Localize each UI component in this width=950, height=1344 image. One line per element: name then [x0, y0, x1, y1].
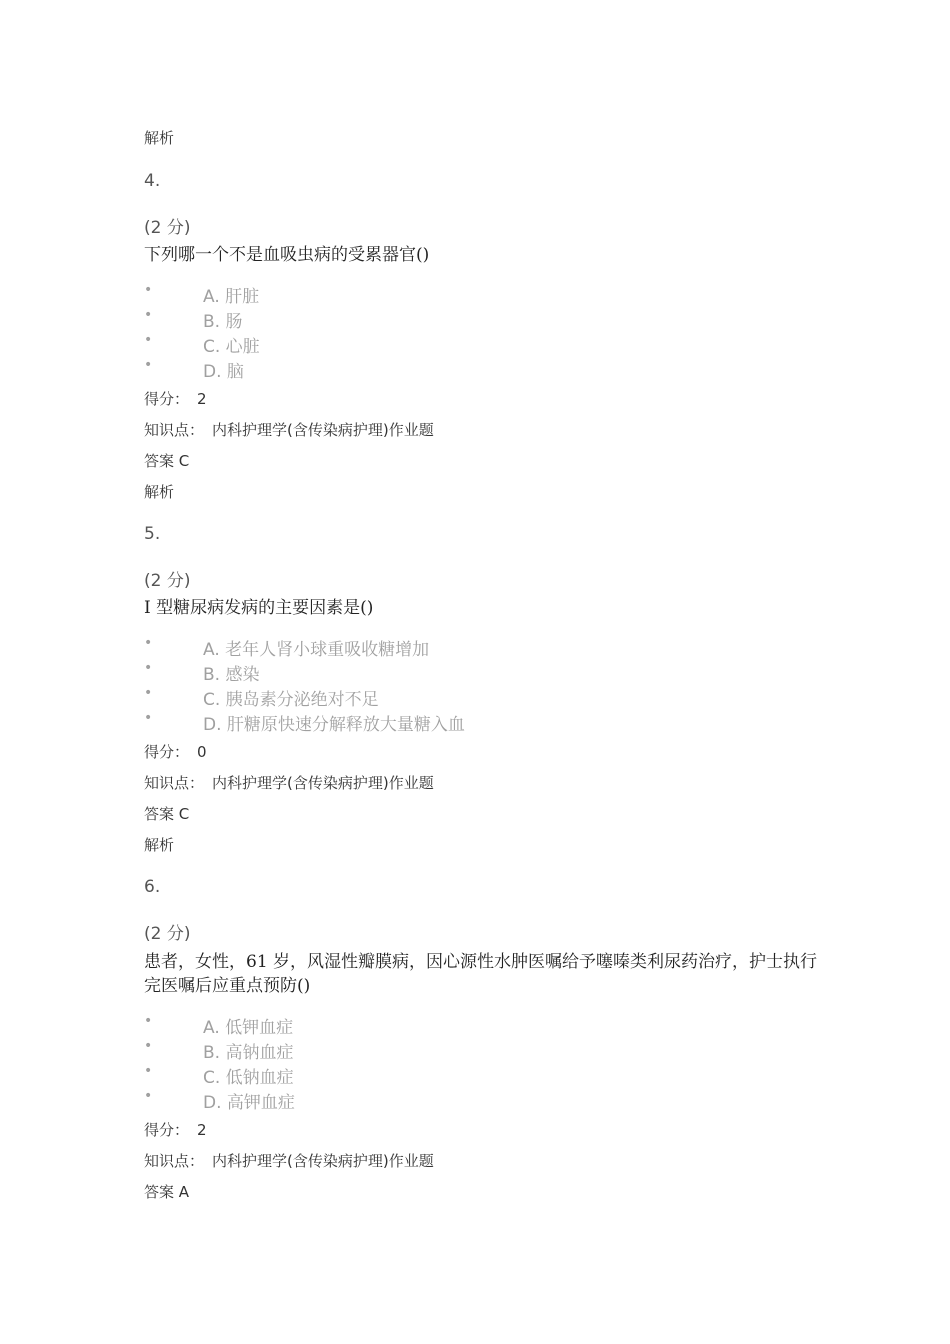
question-points: (2 分)	[144, 571, 191, 591]
knowledge-value: 内科护理学(含传染病护理)作业题	[212, 421, 434, 439]
bullet-icon: •	[144, 1013, 153, 1029]
bullet-icon: •	[144, 635, 153, 651]
question-number: 6.	[144, 877, 161, 897]
knowledge-row	[144, 419, 434, 440]
knowledge-row	[144, 1150, 434, 1171]
option-text: B. 肠	[203, 312, 243, 332]
bullet-icon: •	[144, 282, 153, 298]
score-value: 0	[197, 743, 207, 761]
bullet-icon: •	[144, 1038, 153, 1054]
option-text: D. 高钾血症	[203, 1093, 295, 1113]
option-text: C. 心脏	[203, 337, 260, 357]
score-label: 得分：	[144, 743, 190, 761]
option-text: B. 高钠血症	[203, 1043, 294, 1063]
bullet-icon: •	[144, 1088, 153, 1104]
option-text: B. 感染	[203, 665, 260, 685]
bullet-icon: •	[144, 1063, 153, 1079]
bullet-icon: •	[144, 710, 153, 726]
option-text: D. 肝糖原快速分解释放大量糖入血	[203, 715, 465, 735]
option-text: A. 低钾血症	[203, 1018, 294, 1038]
option-text: C. 胰岛素分泌绝对不足	[203, 690, 379, 710]
question-stem: 患者，女性，61 岁，风湿性瓣膜病，因心源性水肿医嘱给予噻嗪类利尿药治疗，护士执行完医嘱后应重点预防()	[144, 952, 818, 996]
question-number: 5.	[144, 524, 161, 544]
score-label: 得分：	[144, 390, 190, 408]
score-row	[144, 1119, 207, 1140]
score-value: 2	[197, 1121, 207, 1139]
option-text: A. 老年人肾小球重吸收糖增加	[203, 640, 430, 660]
option-text: A. 肝脏	[203, 287, 260, 307]
score-row	[144, 741, 207, 762]
knowledge-value: 内科护理学(含传染病护理)作业题	[212, 1152, 434, 1170]
score-value: 2	[197, 390, 207, 408]
option-text: C. 低钠血症	[203, 1068, 294, 1088]
knowledge-label: 知识点：	[144, 421, 205, 439]
question-stem: I 型糖尿病发病的主要因素是()	[144, 598, 374, 618]
bullet-icon: •	[144, 332, 153, 348]
answer-label: 答案 A	[144, 1183, 190, 1201]
knowledge-value: 内科护理学(含传染病护理)作业题	[212, 774, 434, 792]
analysis-label: 解析	[144, 836, 175, 854]
answer-label: 答案 C	[144, 452, 190, 470]
bullet-icon: •	[144, 357, 153, 373]
knowledge-label: 知识点：	[144, 1152, 205, 1170]
question-points: (2 分)	[144, 924, 191, 944]
question-stem: 下列哪一个不是血吸虫病的受累器官()	[144, 245, 430, 265]
analysis-label: 解析	[144, 483, 175, 501]
knowledge-row	[144, 772, 434, 793]
question-points: (2 分)	[144, 218, 191, 238]
answer-label: 答案 C	[144, 805, 190, 823]
bullet-icon: •	[144, 307, 153, 323]
question-number: 4.	[144, 171, 161, 191]
score-row	[144, 388, 207, 409]
bullet-icon: •	[144, 660, 153, 676]
analysis-label: 解析	[144, 129, 175, 147]
option-text: D. 脑	[203, 362, 244, 382]
score-label: 得分：	[144, 1121, 190, 1139]
knowledge-label: 知识点：	[144, 774, 205, 792]
bullet-icon: •	[144, 685, 153, 701]
